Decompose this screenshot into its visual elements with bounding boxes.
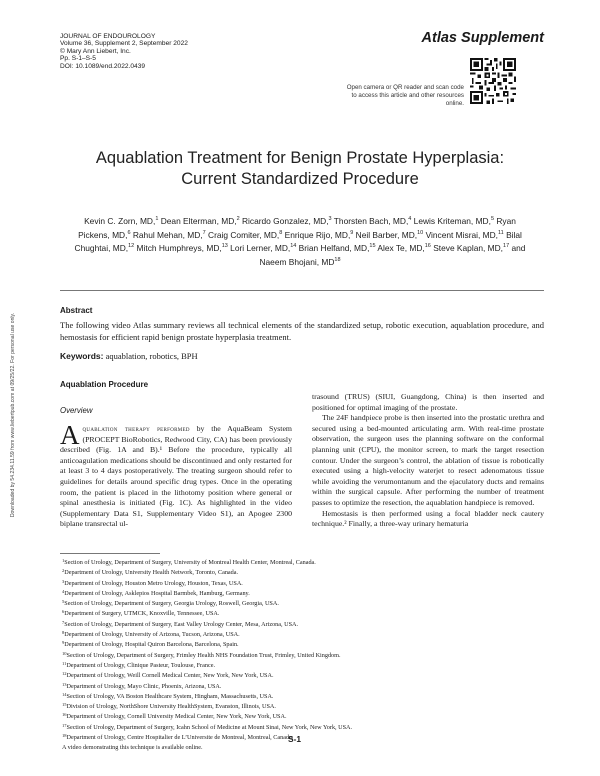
author-affiliation-number: 8	[279, 229, 283, 236]
footnote-number: 18	[62, 733, 67, 739]
abstract-text: The following video Atlas summary reviews all technical elements of the standardized setup, robotic execution, aquablation procedure, and hemostasis for efficient rapid benign prostate hyperplasia treatment.	[60, 320, 544, 342]
author	[426, 230, 504, 240]
article-title	[40, 148, 560, 190]
author	[414, 216, 494, 226]
footnote-number: 4	[62, 588, 65, 594]
footnote-text: Section of Urology, Department of Surgery, Frimley Health NHS Foundation Trust, Frimley, United Kingdom.	[66, 651, 341, 659]
author-name: Neil Barber, MD,	[355, 229, 418, 240]
author-affiliation-number: 15	[369, 243, 376, 250]
author	[334, 216, 412, 226]
abstract-heading: Abstract	[60, 306, 93, 315]
affiliation-footnote	[62, 557, 552, 567]
author-name: Ryan Pickens, MD,	[78, 215, 516, 240]
author-affiliation-number: 17	[503, 243, 510, 250]
affiliation-footnote	[62, 567, 552, 577]
author-name: Rahul Mehan, MD,	[132, 229, 203, 240]
author	[242, 216, 332, 226]
download-notice-text: Downloaded by 54.234.11.59 from www.liebertpub.com at 09/25/22. For personal use only.	[10, 312, 16, 518]
journal-pages: Pp. S-1–S-5	[60, 55, 96, 63]
author-name: Dean Elterman, MD,	[160, 215, 237, 226]
author-name: and Naeem Bhojani, MD	[259, 243, 526, 268]
footnote-divider	[60, 553, 160, 554]
footnote-text: Section of Urology, Department of Surgery, East Valley Urology Center, Mesa, Arizona, USA.	[64, 620, 299, 628]
affiliation-footnotes	[62, 557, 552, 753]
author-affiliation-number: 10	[417, 229, 424, 236]
affiliation-footnote	[62, 639, 552, 649]
journal-volume: Volume 36, Supplement 2, September 2022	[60, 40, 188, 48]
footnote-number: 9	[62, 640, 65, 646]
footnote-text: Department of Urology, Clinique Pasteur, Toulouse, France.	[66, 661, 215, 669]
footnote-text: Department of Urology, Cornell University Medical Center, New York, New York, USA.	[66, 713, 287, 721]
author-name: Ricardo Gonzalez, MD,	[241, 215, 329, 226]
journal-copyright: © Mary Ann Liebert, Inc.	[60, 47, 131, 55]
footnote-number: 7	[62, 619, 65, 625]
author-affiliation-number: 4	[408, 216, 412, 222]
footnote-number: 11	[62, 660, 67, 666]
footnote-text: Section of Urology, Department of Surgery, University of Montreal Health Center, Montreal, Canada.	[64, 559, 316, 566]
drop-cap: A	[60, 420, 80, 450]
author	[230, 243, 296, 253]
affiliation-footnote	[62, 742, 552, 752]
author-affiliation-number: 11	[498, 229, 504, 236]
author-name: Enrique Rijo, MD,	[284, 229, 351, 240]
body-column-right	[312, 392, 544, 530]
subsection-heading: Overview	[60, 406, 93, 415]
footnote-text: Department of Urology, Houston Metro Urology, Houston, Texas, USA.	[64, 579, 243, 587]
affiliation-footnote	[62, 711, 552, 721]
author-list	[70, 213, 530, 268]
author-affiliation-number: 5	[490, 216, 494, 222]
journal-doi: DOI: 10.1089/end.2022.0439	[60, 62, 146, 70]
author	[285, 230, 354, 240]
author-name: Lori Lerner, MD,	[230, 243, 291, 254]
footnote-number: 3	[62, 578, 65, 584]
page-number: S-1	[288, 734, 302, 744]
title-line-1: Aquablation Treatment for Benign Prostate Hyperplasia:	[95, 149, 505, 167]
download-notice	[7, 200, 19, 630]
author-affiliation-number: 3	[328, 216, 332, 222]
author	[133, 230, 206, 240]
affiliation-footnote	[62, 691, 552, 701]
affiliation-footnote	[62, 588, 552, 598]
paragraph: The 24F handpiece probe is then inserted into the prostatic urethra and secured using a bed-mounted articulating arm. With real-time prostate observation, the surgeon uses the planning software on the conformal planning unit (CPU), the monitor screen, to mark the target resection contour. Under the surgeon’s control, the ablation of tissue is robotically executed using a high-velocity waterjet to resect adenomatous tissue while avoiding the verumontanum and the ejaculatory ducts and remains within the surgical capsule. After performing the number of treatment passes to optimize the resection, the aquablation handpiece is removed.	[312, 413, 544, 507]
author	[161, 216, 240, 226]
author-name: Alex Te, MD,	[377, 243, 425, 254]
body-column-left	[60, 420, 292, 530]
author-name: Craig Comiter, MD,	[208, 229, 280, 240]
footnote-number: 13	[62, 681, 67, 687]
author-affiliation-number: 16	[424, 243, 431, 250]
author-name: Brian Helfand, MD,	[298, 243, 370, 254]
footnote-text: Department of Urology, University Health Network, Toronto, Canada.	[64, 569, 239, 577]
author-affiliation-number: 6	[127, 229, 131, 236]
author-affiliation-number: 9	[350, 229, 354, 236]
author-affiliation-number: 13	[221, 243, 228, 250]
qr-caption: Open camera or QR reader and scan code to access this article and other resources online.	[346, 84, 464, 107]
footnote-text: Section of Urology, VA Boston Healthcare System, Hingham, Massachusetts, USA.	[66, 692, 274, 700]
affiliation-footnote	[62, 660, 552, 670]
paragraph: trasound (TRUS) (SIUI, Guangdong, China) is then inserted and positioned for optimal imaging of the prostate.	[312, 392, 544, 412]
footnote-text: Department of Urology, University of Arizona, Tucson, Arizona, USA.	[64, 631, 240, 639]
footnote-text: Section of Urology, Department of Surgery, Icahn School of Medicine at Mount Sinai, New York, New York, USA.	[66, 723, 353, 731]
author-name: Lewis Kriteman, MD,	[413, 215, 491, 226]
affiliation-footnote	[62, 681, 552, 691]
author	[433, 243, 509, 253]
footnote-text: Department of Urology, Hospital Quiron Barcelona, Barcelona, Spain.	[64, 641, 239, 649]
footnote-number: 8	[62, 630, 65, 636]
author-name: Mitch Humphreys, MD,	[136, 243, 222, 254]
author-affiliation-number: 7	[202, 229, 206, 236]
footnote-number: 17	[62, 722, 67, 728]
footnote-text: Department of Urology, Centre Hospitalier de L’Universite de Montreal, Montreal, Canada.	[66, 734, 294, 742]
author-name: Kevin C. Zorn, MD,	[84, 215, 156, 226]
affiliation-footnote	[62, 732, 552, 742]
footnote-text: A video demonstrating this technique is available online.	[62, 744, 203, 752]
footnote-number: 5	[62, 599, 65, 605]
footnote-number: 16	[62, 712, 67, 718]
qr-code-icon[interactable]	[470, 58, 516, 104]
author	[356, 230, 424, 240]
affiliation-footnote	[62, 722, 552, 732]
author	[137, 243, 228, 253]
title-line-2: Current Standardized Procedure	[181, 170, 419, 188]
paragraph: Hemostasis is then performed using a focal bladder neck cautery technique.² Finally, a three-way urinary hematuria	[312, 508, 544, 529]
keywords	[60, 351, 198, 361]
lead-in-smallcaps: quablation therapy performed	[82, 424, 190, 433]
footnote-text: Department of Urology, Mayo Clinic, Phoenix, Arizona, USA.	[66, 682, 222, 690]
journal-name: JOURNAL OF ENDOUROLOGY	[60, 33, 156, 40]
affiliation-footnote	[62, 701, 552, 711]
author-affiliation-number: 2	[236, 216, 240, 222]
author	[299, 243, 376, 253]
footnote-number: 1	[62, 558, 65, 563]
author-affiliation-number: 18	[334, 257, 341, 264]
journal-meta	[60, 33, 188, 70]
section-heading: Aquablation Procedure	[60, 380, 149, 389]
affiliation-footnote	[62, 670, 552, 680]
affiliation-footnote	[62, 608, 552, 618]
header-divider	[60, 290, 544, 291]
footnote-text: Department of Surgery, UTMCK, Knoxville, Tennessee, USA.	[64, 610, 220, 618]
affiliation-footnote	[62, 629, 552, 639]
footnote-text: Department of Urology, Asklepios Hospital Barmbek, Hamburg, Germany.	[64, 589, 250, 597]
footnote-number: 12	[62, 671, 67, 677]
footnote-number: 15	[62, 702, 67, 708]
footnote-number: 10	[62, 650, 67, 656]
footnote-text: Section of Urology, Department of Surgery, Georgia Urology, Roswell, Georgia, USA.	[64, 600, 279, 608]
author-name: Vincent Misrai, MD,	[425, 229, 499, 240]
author	[84, 216, 158, 226]
footnote-number: 6	[62, 609, 65, 615]
author	[377, 243, 430, 253]
author-affiliation-number: 14	[290, 243, 297, 250]
affiliation-footnote	[62, 578, 552, 588]
affiliation-footnote	[62, 650, 552, 660]
author	[208, 230, 282, 240]
author-name: Thorsten Bach, MD,	[333, 215, 409, 226]
author-name: Bilal Chughtai, MD,	[74, 229, 522, 254]
affiliation-footnote	[62, 619, 552, 629]
affiliation-footnote	[62, 598, 552, 608]
footnote-number: 14	[62, 691, 67, 697]
supplement-label: Atlas Supplement	[421, 30, 544, 46]
footnote-text: Division of Urology, NorthShore University HealthSystem, Evanston, Illinois, USA.	[66, 703, 276, 711]
author-name: Steve Kaplan, MD,	[433, 243, 504, 254]
footnote-number: 2	[62, 568, 65, 574]
author-affiliation-number: 12	[128, 243, 135, 250]
author-affiliation-number: 1	[155, 216, 159, 222]
keywords-label: Keywords:	[60, 351, 104, 361]
column-left-text: by the AquaBeam System (PROCEPT BioRobotics, Redwood City, CA) has been previously described (Fig. 1A and B).¹ Before the procedure, typically all anticoagulation medications should be discontinued and only restarted for at least 3 to 4 days postoperatively. The treating surgeon should refer to guidelines for details around specific drug types. Once in the operating room, the patient is placed in the lithotomy position where general or spinal anesthesia is initiated (Fig. 1C). As highlighted in the video (Supplementary Data S1, Supplementary Video S1), an Apogee 2300 biplane transrectal ul-	[60, 424, 292, 529]
keywords-text: aquablation, robotics, BPH	[105, 351, 198, 361]
footnote-text: Department of Urology, Weill Cornell Medical Center, New York, New York, USA.	[66, 672, 274, 680]
